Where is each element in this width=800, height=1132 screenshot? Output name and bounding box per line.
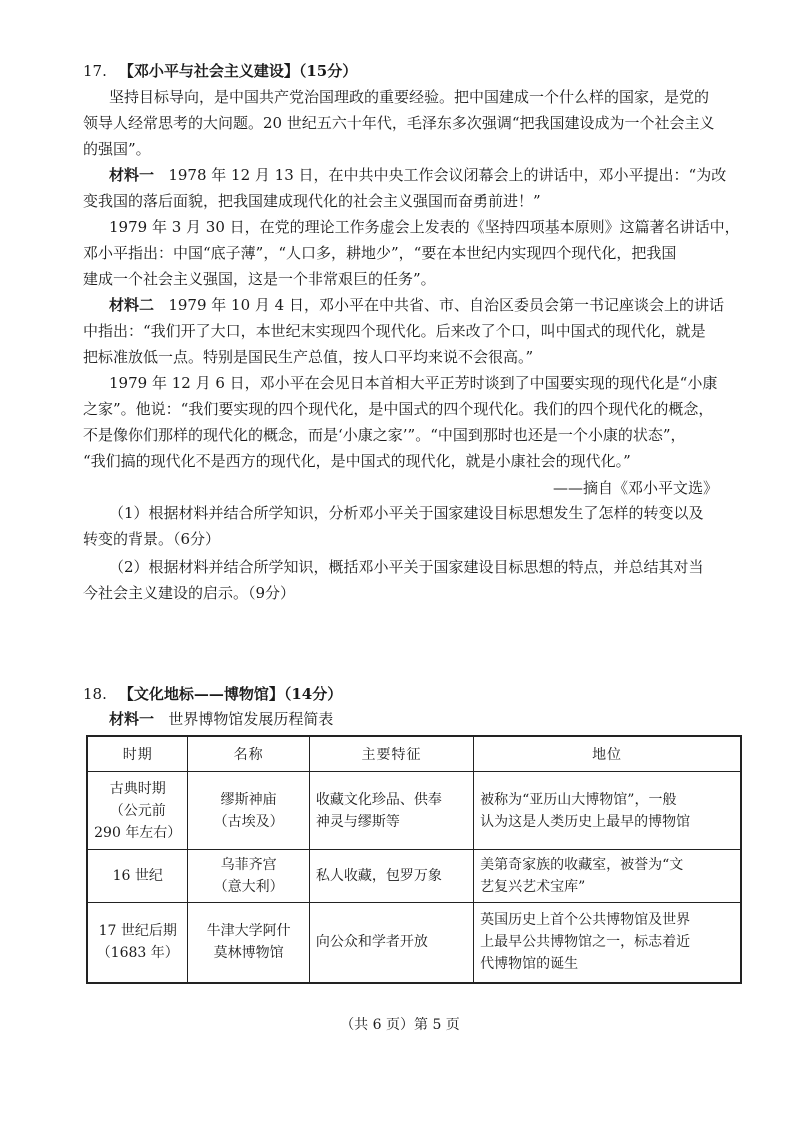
q17-material2b-line: 不是像你们那样的现代化的概念，而是‘小康之家’”。“中国到那时也还是一个小康的状态”， [83,426,686,444]
table-row [87,772,741,850]
q17-subquestion-1: （1）根据材料并结合所学知识，分析邓小平关于国家建设目标思想发生了怎样的转变以及 [109,504,704,522]
q17-material1-line: 变我国的落后面貌，把我国建成现代化的社会主义强国而奋勇前进！” [83,192,541,210]
q18-material-title: 世界博物馆发展历程简表 [168,710,334,728]
cell-name: 缪斯神庙 （古埃及） [188,772,309,850]
table-row [87,850,741,903]
q17-subquestion-1: 转变的背景。（6分） [83,530,221,548]
q17-subquestion-2: （2）根据材料并结合所学知识，概括邓小平关于国家建设目标思想的特点，并总结其对当 [109,558,704,576]
q17-material2-line [109,295,724,315]
table-header-feature: 主要特征 [309,736,473,772]
cell-name: 乌菲齐宫 （意大利） [188,850,309,903]
q17-material2b-line: 之家”。他说：“我们要实现的四个现代化，是中国式的四个现代化。我们的四个现代化的概念， [83,400,714,418]
cell-status: 英国历史上首个公共博物馆及世界 上最早公共博物馆之一，标志着近 代博物馆的诞生 [474,903,741,983]
table-header-name: 名称 [188,736,309,772]
q17-material2b-line: “我们搞的现代化不是西方的现代化，是中国式的现代化，就是小康社会的现代化。” [83,452,631,470]
q17-title: 【邓小平与社会主义建设】（15分） [118,62,358,80]
q17-material2b-line: 1979 年 12 月 6 日，邓小平在会见日本首相大平正芳时谈到了中国要实现的现代化是“小康 [109,374,718,392]
museum-history-table [86,735,742,984]
table-header-row [87,736,741,772]
material2-label: 材料二 [109,296,155,314]
cell-feature: 向公众和学者开放 [309,903,473,983]
table-header-period: 时期 [87,736,188,772]
cell-feature: 私人收藏，包罗万象 [309,850,473,903]
q17-intro-line: 的强国”。 [83,140,151,158]
cell-period: 16 世纪 [87,850,188,903]
q17-intro-line: 领导人经常思考的大问题。20 世纪五六十年代，毛泽东多次强调“把我国建设成为一个社会主义 [83,114,715,132]
q17-intro-line: 坚持目标导向，是中国共产党治国理政的重要经验。把中国建成一个什么样的国家，是党的 [109,88,710,106]
q17-material2-line: 中指出：“我们开了大口，本世纪末实现四个现代化。后来改了个口，叫中国式的现代化，就是 [83,322,706,340]
q17-material1b-line: 建成一个社会主义强国，这是一个非常艰巨的任务”。 [83,270,436,288]
q17-subquestion-2: 今社会主义建设的启示。（9分） [83,584,296,602]
q17-source: ——摘自《邓小平文选》 [552,479,718,497]
q18-number: 18. [83,685,107,703]
q17-material1b-line: 邓小平指出：中国“底子薄”，“人口多，耕地少”，“要在本世纪内实现四个现代化，把我国 [83,244,677,262]
table-header-status: 地位 [474,736,741,772]
table-row [87,903,741,983]
q18-title: 【文化地标——博物馆】（14分） [118,685,343,703]
material1-text: 1978 年 12 月 13 日，在中共中央工作会议闭幕会上的讲话中，邓小平提出：“为改 [168,166,727,184]
q18-material-caption [109,709,333,729]
q17-heading [83,60,357,81]
cell-period: 17 世纪后期 （1683 年） [87,903,188,983]
q17-material2-line: 把标准放低一点。特别是国民生产总值，按人口平均来说不会很高。” [83,348,534,366]
cell-status: 美第奇家族的收藏室，被誉为“文 艺复兴艺术宝库” [474,850,741,903]
q17-material1-line [109,165,726,185]
q17-number: 17. [83,62,107,80]
q18-material-label: 材料一 [109,710,155,728]
q18-heading [83,683,342,704]
q17-material1b-line: 1979 年 3 月 30 日，在党的理论工作务虚会上发表的《坚持四项基本原则》这篇著名讲话中， [109,218,740,236]
cell-name: 牛津大学阿什 莫林博物馆 [188,903,309,983]
cell-feature: 收藏文化珍品、供奉 神灵与缪斯等 [309,772,473,850]
material1-label: 材料一 [109,166,155,184]
cell-period: 古典时期 （公元前 290 年左右） [87,772,188,850]
cell-status: 被称为“亚历山大博物馆”，一般 认为这是人类历史上最早的博物馆 [474,772,741,850]
page-footer: （共 6 页）第 5 页 [340,1017,460,1033]
material2-text: 1979 年 10 月 4 日，邓小平在中共省、市、自治区委员会第一书记座谈会上的讲话 [168,296,724,314]
